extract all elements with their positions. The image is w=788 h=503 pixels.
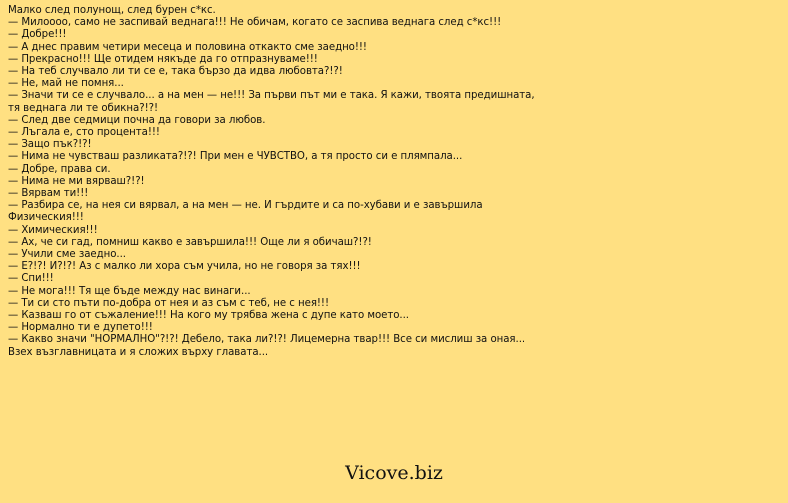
joke-line: — Прекрасно!!! Ще отидем някъде да го отпразнуваме!!! — [8, 53, 318, 65]
joke-line: — Учили сме заедно... — [8, 249, 126, 261]
joke-line: — Добре!!! — [8, 29, 67, 41]
site-name: Vicove.biz — [345, 462, 443, 484]
joke-line: — А днес правим четири месеца и половина откакто сме заедно!!! — [8, 41, 367, 53]
joke-line: — Ах, че си гад, помниш какво е завършила!!! Още ли я обичаш?!?! — [8, 236, 372, 248]
joke-line: — Значи ти се е случвало... а на мен — не!!! За първи път ми е така. Я кажи, твоята предишната, — [8, 90, 535, 102]
joke-line: — Нима не ми вярваш?!?! — [8, 175, 145, 187]
joke-line: — Казваш го от съжаление!!! На кого му трябва жена с дупе като моето... — [8, 310, 409, 322]
joke-line: Малко след полунощ, след бурен с*кс. — [8, 5, 216, 16]
joke-line: — Ти си сто пъти по-добра от нея и аз съм с теб, не с нея!!! — [8, 297, 330, 309]
joke-line: — Лъгала е, сто процента!!! — [8, 127, 160, 139]
joke-line: — Нормално ти е дупето!!! — [8, 322, 153, 334]
joke-line: — Разбира се, на нея си вярвал, а на мен — не. И гърдите и са по-хубави и е завършила — [8, 200, 483, 212]
joke-line: — Е?!?! И?!?! Аз с малко ли хора съм учила, но не говоря за тях!!! — [8, 261, 361, 273]
joke-text — [8, 5, 778, 359]
joke-line: — Не, май не помня... — [8, 78, 124, 90]
joke-line: — Вярвам ти!!! — [8, 188, 89, 200]
joke-line: — На теб случвало ли ти се е, така бързо да идва любовта?!?! — [8, 66, 343, 78]
joke-line: — Защо пък?!?! — [8, 139, 92, 151]
joke-line: Физическия!!! — [8, 212, 84, 224]
joke-line: — Не мога!!! Тя ще бъде между нас винаги... — [8, 285, 251, 297]
joke-line: — Спи!!! — [8, 273, 54, 285]
joke-line: — Милоооо, само не заспивай веднага!!! Не обичам, когато се заспива веднага след с*кс!!! — [8, 17, 502, 29]
joke-line: Взех възглавницата и я сложих върху главата... — [8, 346, 269, 358]
joke-line: тя веднага ли те обикна?!?! — [8, 102, 158, 114]
joke-line: — След две седмици почна да говори за любов. — [8, 114, 266, 126]
joke-line: — Химическия!!! — [8, 224, 98, 236]
joke-line: — Добре, права си. — [8, 163, 111, 175]
joke-line: — Какво значи "НОРМАЛНО"?!?! Дебело, така ли?!?! Лицемерна твар!!! Все си мислиш за оная... — [8, 334, 526, 346]
joke-line: — Нима не чувстваш разликата?!?! При мен е ЧУВСТВО, а тя просто си е плямпала... — [8, 151, 463, 163]
